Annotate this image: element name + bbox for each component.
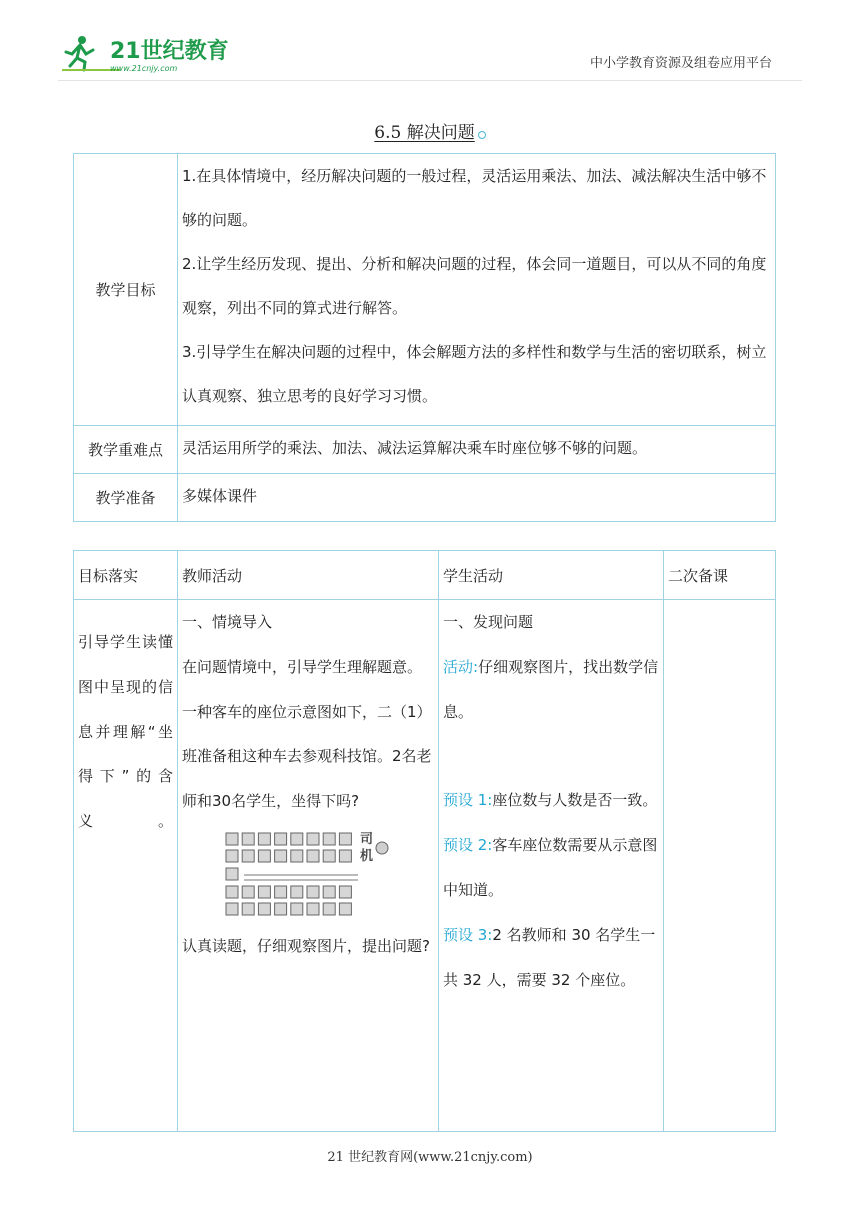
header-divider xyxy=(58,80,802,81)
goal-table xyxy=(73,153,776,522)
goal-row xyxy=(74,154,776,426)
seat-icon xyxy=(307,833,319,845)
seat-icon xyxy=(339,886,351,898)
teacher-cell xyxy=(178,600,439,1132)
preset-label: 预设 2: xyxy=(443,836,493,855)
preset-block xyxy=(443,913,659,1003)
logo-text: 21世纪教育 xyxy=(110,39,229,64)
prep-row xyxy=(74,474,776,522)
seat-icon xyxy=(226,833,238,845)
seat-icon xyxy=(226,903,238,915)
goal-item: 2.让学生经历发现、提出、分析和解决问题的过程，体会同一道题目，可以从不同的角度观察，列出不同的算式进行解答。 xyxy=(182,255,767,317)
logo-url: www.21cnjy.com xyxy=(110,64,178,73)
seat-icon xyxy=(258,833,270,845)
seat-icon xyxy=(242,850,254,862)
plan-body-row xyxy=(74,600,776,1132)
preset-text: 2 名教师和 30 名学生一共 32 人，需要 32 个座位。 xyxy=(443,925,656,989)
student-cell xyxy=(439,600,664,1132)
seat-icon xyxy=(226,850,238,862)
driver-label-char: 司 xyxy=(360,831,374,847)
activity-label: 活动: xyxy=(443,657,479,676)
activity-block xyxy=(443,645,659,735)
seat-icon xyxy=(307,850,319,862)
preset-label: 预设 3: xyxy=(443,925,493,944)
seat-icon xyxy=(323,886,335,898)
seat-icon xyxy=(226,868,238,880)
seat-icon xyxy=(307,903,319,915)
notes-cell xyxy=(664,600,776,1132)
page-footer: 21 世纪教育网(www.21cnjy.com) xyxy=(327,1150,533,1165)
circle-mark-icon xyxy=(478,131,486,139)
driver-label-char: 机 xyxy=(360,848,374,864)
seat-icon xyxy=(307,886,319,898)
plan-header-row xyxy=(74,551,776,600)
seat-icon xyxy=(242,833,254,845)
activity-text: 仔细观察图片，找出数学信息。 xyxy=(443,657,659,721)
seat-icon xyxy=(242,886,254,898)
seat-icon xyxy=(258,886,270,898)
seat-icon xyxy=(339,903,351,915)
seat-icon xyxy=(339,833,351,845)
teacher-text: 认真读题，仔细观察图片，提出问题? xyxy=(182,936,430,955)
platform-name: 中小学教育资源及组卷应用平台 xyxy=(589,56,772,71)
prep-label: 教学准备 xyxy=(74,474,178,522)
seat-icon xyxy=(323,850,335,862)
site-logo xyxy=(60,30,230,74)
key-row xyxy=(74,426,776,474)
preset-text: 客车座位数需要从示意图中知道。 xyxy=(443,836,658,899)
teacher-section-title: 一、情境导入 xyxy=(182,613,273,631)
teacher-text: 一种客车的座位示意图如下，二（1）班准备租这种车去参观科技馆。2名老师和30名学生，坐得下吗? xyxy=(182,702,432,811)
key-text: 灵活运用所学的乘法、加法、减法运算解决乘车时座位够不够的问题。 xyxy=(178,426,776,474)
seat-icon xyxy=(275,833,287,845)
goal-content xyxy=(178,154,776,426)
preset-label: 预设 1: xyxy=(443,791,493,810)
header-notes: 二次备课 xyxy=(664,551,776,600)
seat-icon xyxy=(275,886,287,898)
seat-icon xyxy=(323,833,335,845)
seat-icon xyxy=(291,850,303,862)
seat-icon xyxy=(339,850,351,862)
seat-icon xyxy=(323,903,335,915)
seat-icon xyxy=(275,903,287,915)
seat-icon xyxy=(291,833,303,845)
preset-block xyxy=(443,778,659,823)
header-teacher: 教师活动 xyxy=(178,551,439,600)
preset-text: 座位数与人数是否一致。 xyxy=(492,791,658,810)
seat-icon xyxy=(291,903,303,915)
key-label: 教学重难点 xyxy=(74,426,178,474)
seat-icon xyxy=(275,850,287,862)
header-student: 学生活动 xyxy=(439,551,664,600)
prep-text: 多媒体课件 xyxy=(178,474,776,522)
goal-label: 教学目标 xyxy=(74,154,178,426)
header-target: 目标落实 xyxy=(74,551,178,600)
goal-item: 1.在具体情境中，经历解决问题的一般过程，灵活运用乘法、加法、减法解决生活中够不够的问题。 xyxy=(182,167,767,229)
plan-table xyxy=(73,550,776,1132)
seat-icon xyxy=(291,886,303,898)
bus-seat-diagram xyxy=(224,830,396,920)
goal-item: 3.引导学生在解决问题的过程中，体会解题方法的多样性和数学与生活的密切联系，树立认真观察、独立思考的良好学习习惯。 xyxy=(182,343,767,405)
student-section-title: 一、发现问题 xyxy=(443,613,534,631)
page-title xyxy=(0,118,860,143)
steering-wheel-icon xyxy=(376,842,388,854)
seat-icon xyxy=(242,903,254,915)
title-text: 6.5 解决问题 xyxy=(374,123,475,143)
target-text: 引导学生读懂图中呈现的信息并理解“坐得下”的含义。 xyxy=(78,633,173,831)
preset-block xyxy=(443,823,659,913)
seat-icon xyxy=(258,903,270,915)
target-cell xyxy=(74,600,178,1132)
teacher-text: 在问题情境中，引导学生理解题意。 xyxy=(182,657,423,676)
seat-icon xyxy=(226,886,238,898)
seat-icon xyxy=(258,850,270,862)
